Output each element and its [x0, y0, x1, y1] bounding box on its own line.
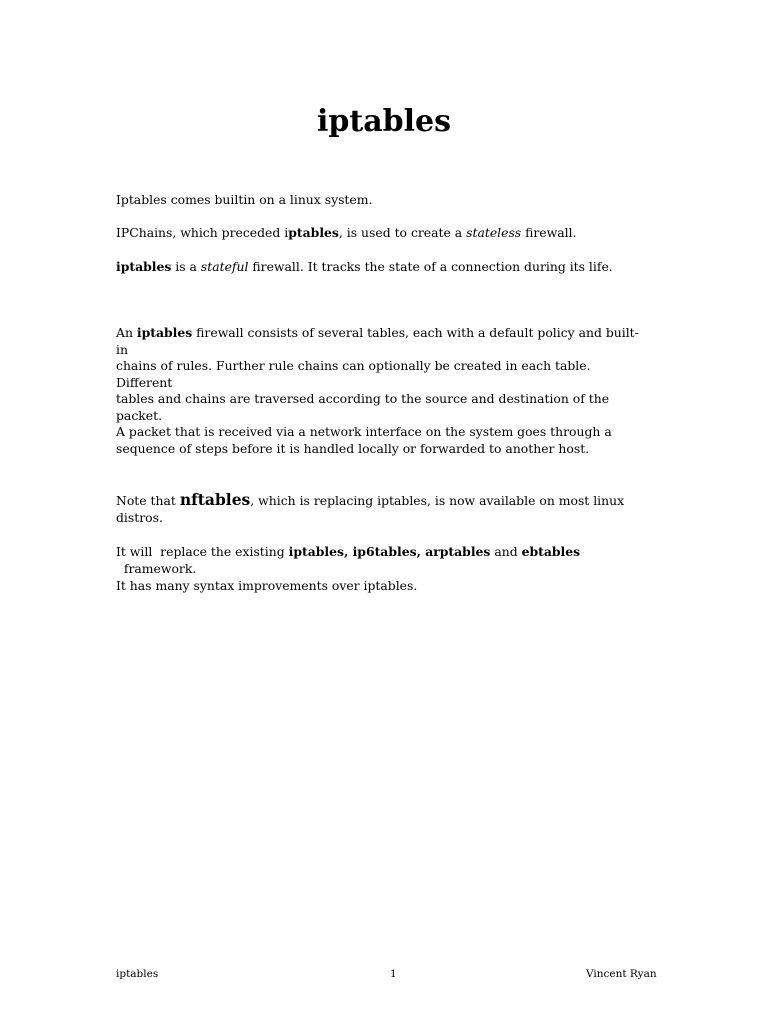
paragraph-tables: [116, 325, 646, 457]
paragraph-syntax: [116, 578, 646, 595]
text-line: distros.: [116, 509, 163, 525]
text-run: framework.: [116, 560, 197, 576]
italic-term: stateless: [466, 225, 522, 240]
bold-term: iptables: [116, 259, 172, 274]
text-run: Note that: [116, 493, 180, 508]
paragraph-ipchains: [116, 225, 646, 242]
bold-term: iptables: [136, 325, 193, 340]
text-line: sequence of steps before it is handled locally or forwarded to another host.: [116, 440, 590, 456]
text-run: firewall.: [521, 225, 577, 240]
text-run: IPChains, which preceded i: [116, 225, 289, 240]
text-run: An: [116, 325, 137, 340]
paragraph-text: Iptables comes builtin on a linux system.: [116, 192, 373, 207]
bold-term-large: nftables: [179, 490, 251, 509]
text-run: is a: [171, 259, 201, 274]
paragraph-stateful: [116, 259, 646, 276]
text-run: It will replace the existing: [116, 544, 289, 559]
bold-term: ebtables: [521, 544, 581, 559]
text-run: , which is replacing iptables, is now available on most linux: [250, 493, 625, 508]
footer-author: Vincent Ryan: [586, 968, 657, 980]
text-line: A packet that is received via a network interface on the system goes through a: [116, 424, 612, 439]
paragraph-text: It has many syntax improvements over iptables.: [116, 578, 418, 593]
footer-left: iptables: [116, 968, 159, 980]
italic-term: stateful: [200, 259, 249, 274]
text-line: tables and chains are traversed according to the source and destination of the packet.: [116, 391, 610, 423]
text-run: firewall. It tracks the state of a connection during its life.: [248, 259, 613, 274]
page-title: iptables: [316, 104, 452, 139]
text-run: and: [490, 544, 522, 559]
paragraph-builtin: [116, 192, 646, 209]
bold-term: iptables, ip6tables, arptables: [288, 544, 491, 559]
text-run: , is used to create a: [338, 225, 467, 240]
text-line: chains of rules. Further rule chains can optionally be created in each table. Different: [116, 358, 591, 390]
text-run: firewall consists of several tables, each with a default policy and built-in: [116, 325, 639, 357]
footer-page-number: 1: [390, 968, 397, 980]
paragraph-nftables: [116, 492, 646, 526]
bold-term: ptables: [288, 225, 339, 240]
paragraph-replace: [116, 544, 646, 577]
